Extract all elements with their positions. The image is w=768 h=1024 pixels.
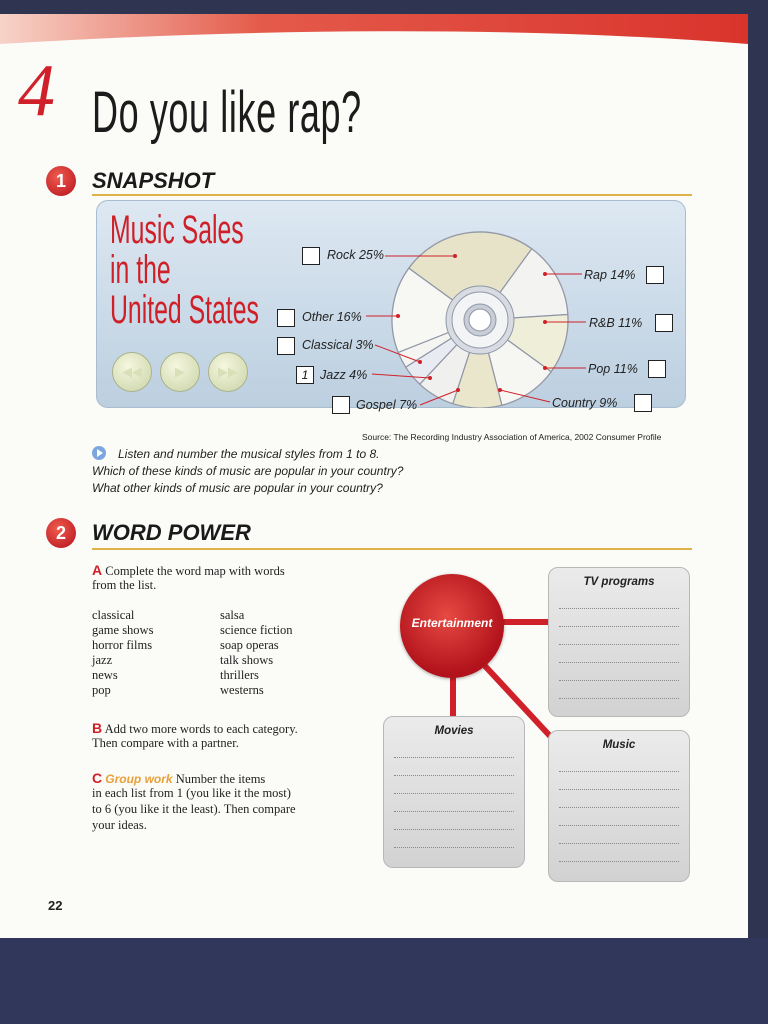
exercise-a-line-2: from the list. xyxy=(92,578,157,592)
rewind-icon: ◀◀ xyxy=(112,352,152,392)
unit-number: 4 xyxy=(18,50,55,132)
instruction-popular: Which of these kinds of music are popular in your country? xyxy=(92,464,404,478)
label-jazz: Jazz 4% xyxy=(320,368,368,382)
page-number: 22 xyxy=(48,898,63,913)
answer-line[interactable] xyxy=(559,789,679,790)
label-classical: Classical 3% xyxy=(302,338,374,352)
group-work-label: Group work xyxy=(105,772,173,786)
exercise-b-letter: B xyxy=(92,720,103,736)
word-list-left-item: horror films xyxy=(92,638,153,652)
answer-line[interactable] xyxy=(394,811,514,812)
word-list-left-item: pop xyxy=(92,683,111,697)
answer-line[interactable] xyxy=(394,775,514,776)
answer-line[interactable] xyxy=(559,771,679,772)
entertainment-label: Entertainment xyxy=(411,616,493,630)
word-list-left-item: game shows xyxy=(92,623,154,637)
section-1-badge: 1 xyxy=(46,166,76,196)
chart-title-line-2: in the xyxy=(110,248,171,292)
label-rock: Rock 25% xyxy=(327,248,384,262)
exercise-c-line-3: to 6 (you like it the least). Then compare xyxy=(92,802,296,816)
section-2-title: WORD POWER xyxy=(92,520,251,545)
scan-background xyxy=(0,938,768,1024)
music-box xyxy=(548,730,690,882)
exercise-b-text: Add two more words to each category. xyxy=(104,722,298,736)
word-list-left-item: news xyxy=(92,668,118,682)
word-list-right-item: thrillers xyxy=(220,668,259,682)
answer-line[interactable] xyxy=(394,847,514,848)
exercise-a-letter: A xyxy=(92,562,103,578)
chart-source: Source: The Recording Industry Association of America, 2002 Consumer Profile xyxy=(362,432,662,442)
play-icon: ▶ xyxy=(160,352,200,392)
answer-line[interactable] xyxy=(394,757,514,758)
answer-line[interactable] xyxy=(559,807,679,808)
unit-title: Do you like rap? xyxy=(92,80,362,145)
exercise-c-letter: C xyxy=(92,770,103,786)
chart-title-line-1: Music Sales xyxy=(110,208,244,252)
exercise-b-line-2: Then compare with a partner. xyxy=(92,736,239,750)
exercise-c-line-4: your ideas. xyxy=(92,818,147,832)
answer-line[interactable] xyxy=(559,644,679,645)
label-gospel: Gospel 7% xyxy=(356,398,418,412)
movies-box xyxy=(383,716,525,868)
exercise-a-text: Complete the word map with words xyxy=(105,564,285,578)
label-pop: Pop 11% xyxy=(588,362,638,376)
instruction-listen: Listen and number the musical styles from 1 to 8. xyxy=(118,447,380,461)
word-list-left-item: jazz xyxy=(92,653,113,667)
answer-line[interactable] xyxy=(559,626,679,627)
label-rnb: R&B 11% xyxy=(589,316,643,330)
checkbox-jazz[interactable]: 1 xyxy=(296,366,314,384)
music-title: Music xyxy=(602,739,636,751)
movies-title: Movies xyxy=(434,725,474,737)
section-2-badge: 2 xyxy=(46,518,76,548)
answer-line[interactable] xyxy=(559,861,679,862)
label-other: Other 16% xyxy=(302,310,362,324)
label-country: Country 9% xyxy=(552,396,618,410)
word-list-left-item: classical xyxy=(92,608,135,622)
instruction-other-kinds: What other kinds of music are popular in your country? xyxy=(92,481,383,495)
answer-line[interactable] xyxy=(559,662,679,663)
word-list-right-item: soap operas xyxy=(220,638,279,652)
scan-edge xyxy=(748,0,768,1024)
exercise-c-line-2: in each list from 1 (you like it the most) xyxy=(92,786,291,800)
word-list-right-item: westerns xyxy=(220,683,264,697)
exercise-c-text: Number the items xyxy=(175,772,266,786)
answer-line[interactable] xyxy=(559,680,679,681)
word-list-right-item: salsa xyxy=(220,608,245,622)
answer-line[interactable] xyxy=(394,793,514,794)
tv-programs-box xyxy=(548,567,690,717)
tv-programs-title: TV programs xyxy=(583,576,655,588)
answer-line[interactable] xyxy=(559,698,679,699)
word-list-right-item: science fiction xyxy=(220,623,293,637)
answer-line[interactable] xyxy=(559,825,679,826)
answer-line[interactable] xyxy=(394,829,514,830)
answer-line[interactable] xyxy=(559,843,679,844)
chart-title-line-3: United States xyxy=(110,288,259,332)
section-1-title: SNAPSHOT xyxy=(92,168,215,193)
word-list-right-item: talk shows xyxy=(220,653,274,667)
answer-line[interactable] xyxy=(559,608,679,609)
entertainment-circle xyxy=(400,574,504,678)
fast-forward-icon: ▶▶ xyxy=(208,352,248,392)
label-rap: Rap 14% xyxy=(584,268,636,282)
